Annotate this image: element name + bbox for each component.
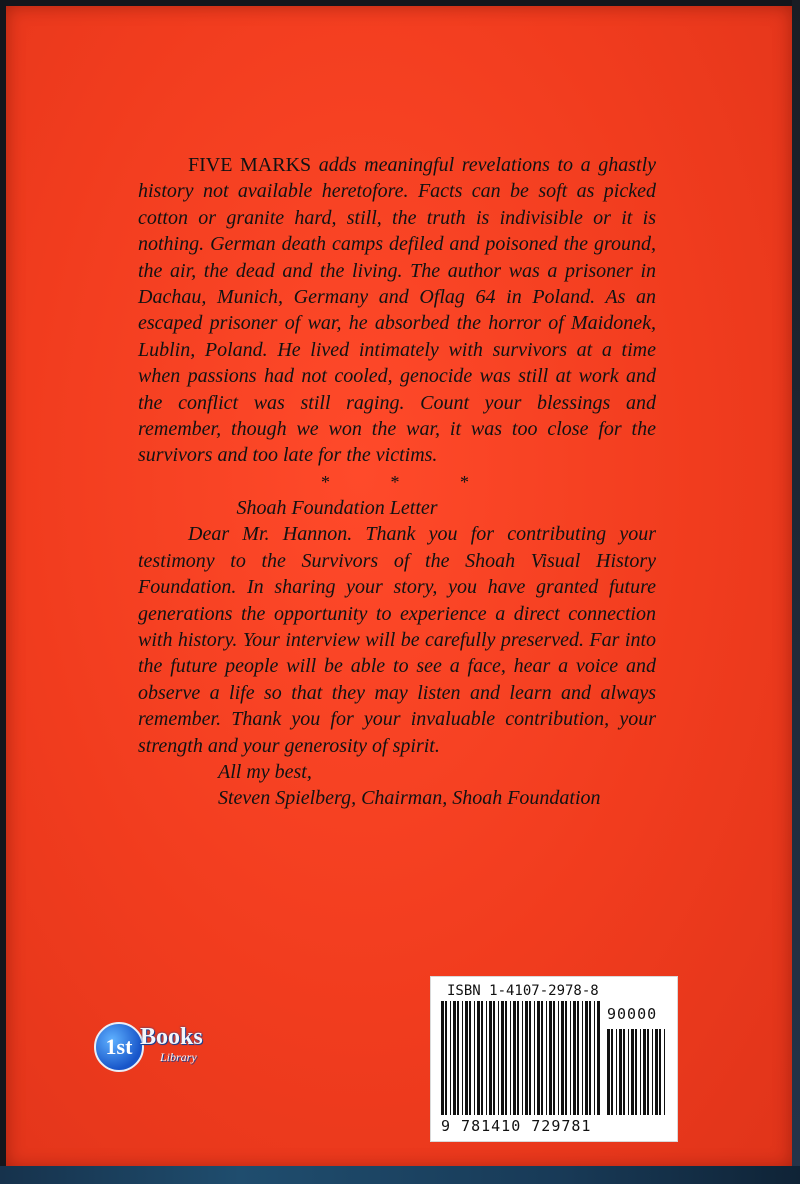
blurb-text: adds meaningful revelations to a ghastly history not available heretofore. Facts can be soft as picked cotton or granite hard, still, the truth is indivisible or it is nothing. German death camps defiled and poisoned the ground, the air, the dead and the living. The author was a prisoner in Dachau, Munich, Germany and Oflag 64 in Poland. As an escaped prisoner of war, he absorbed the horror of Maidonek, Lublin, Poland. He lived intimately with survivors at a time when passions had not cooled, genocide was still at work and the conflict was still raging. Count your blessings and remember, though we won the war, it was too close for the survivors and too late for the victims.: [138, 154, 657, 467]
barcode-bar: [573, 1001, 576, 1115]
barcode-bar: [635, 1029, 637, 1115]
barcode-bar: [546, 1001, 547, 1115]
barcode-bar: [628, 1029, 629, 1115]
addon-barcode-bars: [607, 1029, 667, 1115]
cover-edge-bottom: [0, 1166, 800, 1184]
barcode-bar: [505, 1001, 507, 1115]
ean-barcode-bars: [441, 1001, 601, 1115]
section-separator: * * *: [321, 471, 497, 492]
barcode-bar: [664, 1029, 665, 1115]
barcode-bar: [453, 1001, 456, 1115]
cover-edge-right: [792, 0, 800, 1184]
barcode-bar: [462, 1001, 463, 1115]
barcode-bar: [570, 1001, 571, 1115]
barcode-bar: [659, 1029, 661, 1115]
barcode-bar: [510, 1001, 511, 1115]
barcode-bar: [619, 1029, 622, 1115]
barcode-bar: [450, 1001, 451, 1115]
barcode-bar: [565, 1001, 567, 1115]
barcode-bar: [445, 1001, 447, 1115]
barcode-bar: [522, 1001, 523, 1115]
book-title-caps: FIVE MARKS: [188, 154, 312, 176]
letter-closing: All my best,: [218, 760, 312, 783]
barcode-bar: [647, 1029, 649, 1115]
barcode-bar: [498, 1001, 499, 1115]
barcode-bar: [493, 1001, 495, 1115]
barcode-bar: [517, 1001, 519, 1115]
barcode-bar: [597, 1001, 600, 1115]
back-cover-text: [138, 152, 656, 812]
barcode-bar: [655, 1029, 658, 1115]
letter-title: Shoah Foundation Letter: [236, 496, 438, 519]
barcode-bar: [589, 1001, 591, 1115]
publisher-logo: [94, 1018, 214, 1074]
barcode-bar: [631, 1029, 634, 1115]
barcode-bar: [513, 1001, 516, 1115]
barcode-bar: [469, 1001, 471, 1115]
barcode-bar: [561, 1001, 564, 1115]
barcode-bar: [640, 1029, 641, 1115]
isbn-label: ISBN 1-4107-2978-8: [447, 983, 599, 999]
barcode-bar: [582, 1001, 583, 1115]
barcode-bar: [537, 1001, 540, 1115]
barcode-bar: [489, 1001, 492, 1115]
barcode-bar: [594, 1001, 595, 1115]
publisher-name: Books: [140, 1024, 203, 1050]
price-addon-number: 90000: [607, 1005, 658, 1023]
barcode-bar: [623, 1029, 625, 1115]
barcode-bar: [652, 1029, 653, 1115]
publisher-badge: 1st: [94, 1022, 144, 1072]
barcode-bar: [553, 1001, 555, 1115]
barcode-bar: [534, 1001, 535, 1115]
barcode-bar: [501, 1001, 504, 1115]
barcode-bar: [441, 1001, 444, 1115]
barcode-bar: [607, 1029, 610, 1115]
barcode-bar: [643, 1029, 646, 1115]
barcode-bar: [457, 1001, 459, 1115]
barcode-bar: [577, 1001, 579, 1115]
barcode-bar: [474, 1001, 475, 1115]
barcode-bar: [585, 1001, 588, 1115]
ean-number: 9 781410 729781: [441, 1117, 592, 1135]
letter-signature: Steven Spielberg, Chairman, Shoah Foundation: [218, 787, 601, 810]
barcode-bar: [525, 1001, 528, 1115]
barcode-bar: [465, 1001, 468, 1115]
publisher-sub: Library: [160, 1050, 197, 1064]
barcode-bar: [486, 1001, 487, 1115]
blurb-paragraph: [138, 152, 656, 469]
barcode-bar: [529, 1001, 531, 1115]
barcode-bar: [549, 1001, 552, 1115]
letter-body: Dear Mr. Hannon. Thank you for contributing your testimony to the Survivors of the Shoah Visual History Foundation. In sharing your story, you have granted future generations the opportunity to experience a direct connection with history. Your interview will be carefully preserved. Far into the future people will be able to see a face, hear a voice and observe a life so that they may listen and learn and always remember. Thank you for your invaluable contribution, your strength and your generosity of spirit.: [138, 523, 656, 757]
barcode-bar: [477, 1001, 480, 1115]
isbn-barcode: [430, 976, 678, 1142]
barcode-bar: [481, 1001, 483, 1115]
barcode-bar: [558, 1001, 559, 1115]
barcode-bar: [541, 1001, 543, 1115]
barcode-bar: [616, 1029, 617, 1115]
barcode-bar: [611, 1029, 613, 1115]
